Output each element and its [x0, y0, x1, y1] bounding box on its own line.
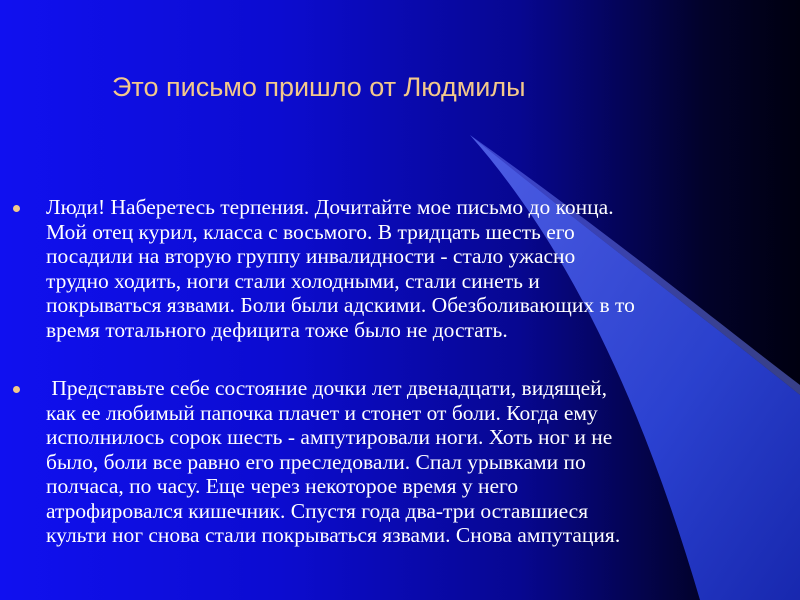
text-line: исполнилось сорок шесть - ампутировали ноги. Хоть ног и не	[46, 425, 613, 449]
slide-title: Это письмо пришло от Людмилы	[112, 72, 526, 102]
text-line: покрываться язвами. Боли были адскими. Обезболивающих в то	[46, 293, 635, 317]
text-line: как ее любимый папочка плачет и стонет от боли. Когда ему	[46, 400, 598, 425]
text-line: Мой отец курил, класса с восьмого. В тридцать шесть его	[46, 219, 575, 244]
bullet-paragraph	[0, 195, 786, 342]
text-line: атрофировался кишечник. Спустя года два-три оставшиеся	[46, 498, 589, 523]
bullet-list	[0, 195, 800, 548]
text-line: культи ног снова стали покрываться язвами. Снова ампутация.	[46, 523, 621, 547]
text-line: Представьте себе состояние дочки лет двенадцати, видящей,	[46, 376, 608, 400]
text-line: посадили на вторую группу инвалидности - стало ужасно	[46, 244, 576, 268]
text-line: время тотального дефицита тоже было не достать.	[46, 317, 508, 342]
bullet-dot-icon	[13, 205, 20, 212]
text-line: полчаса, по часу. Еще через некоторое время у него	[46, 474, 519, 498]
bullet-dot-icon	[13, 386, 20, 393]
text-line: трудно ходить, ноги стали холодными, стали синеть и	[46, 268, 540, 293]
bullet-paragraph	[0, 376, 786, 548]
text-line: было, боли все равно его преследовали. Спал урывками по	[46, 449, 586, 474]
text-line: Люди! Наберетесь терпения. Дочитайте мое письмо до конца.	[46, 195, 614, 219]
